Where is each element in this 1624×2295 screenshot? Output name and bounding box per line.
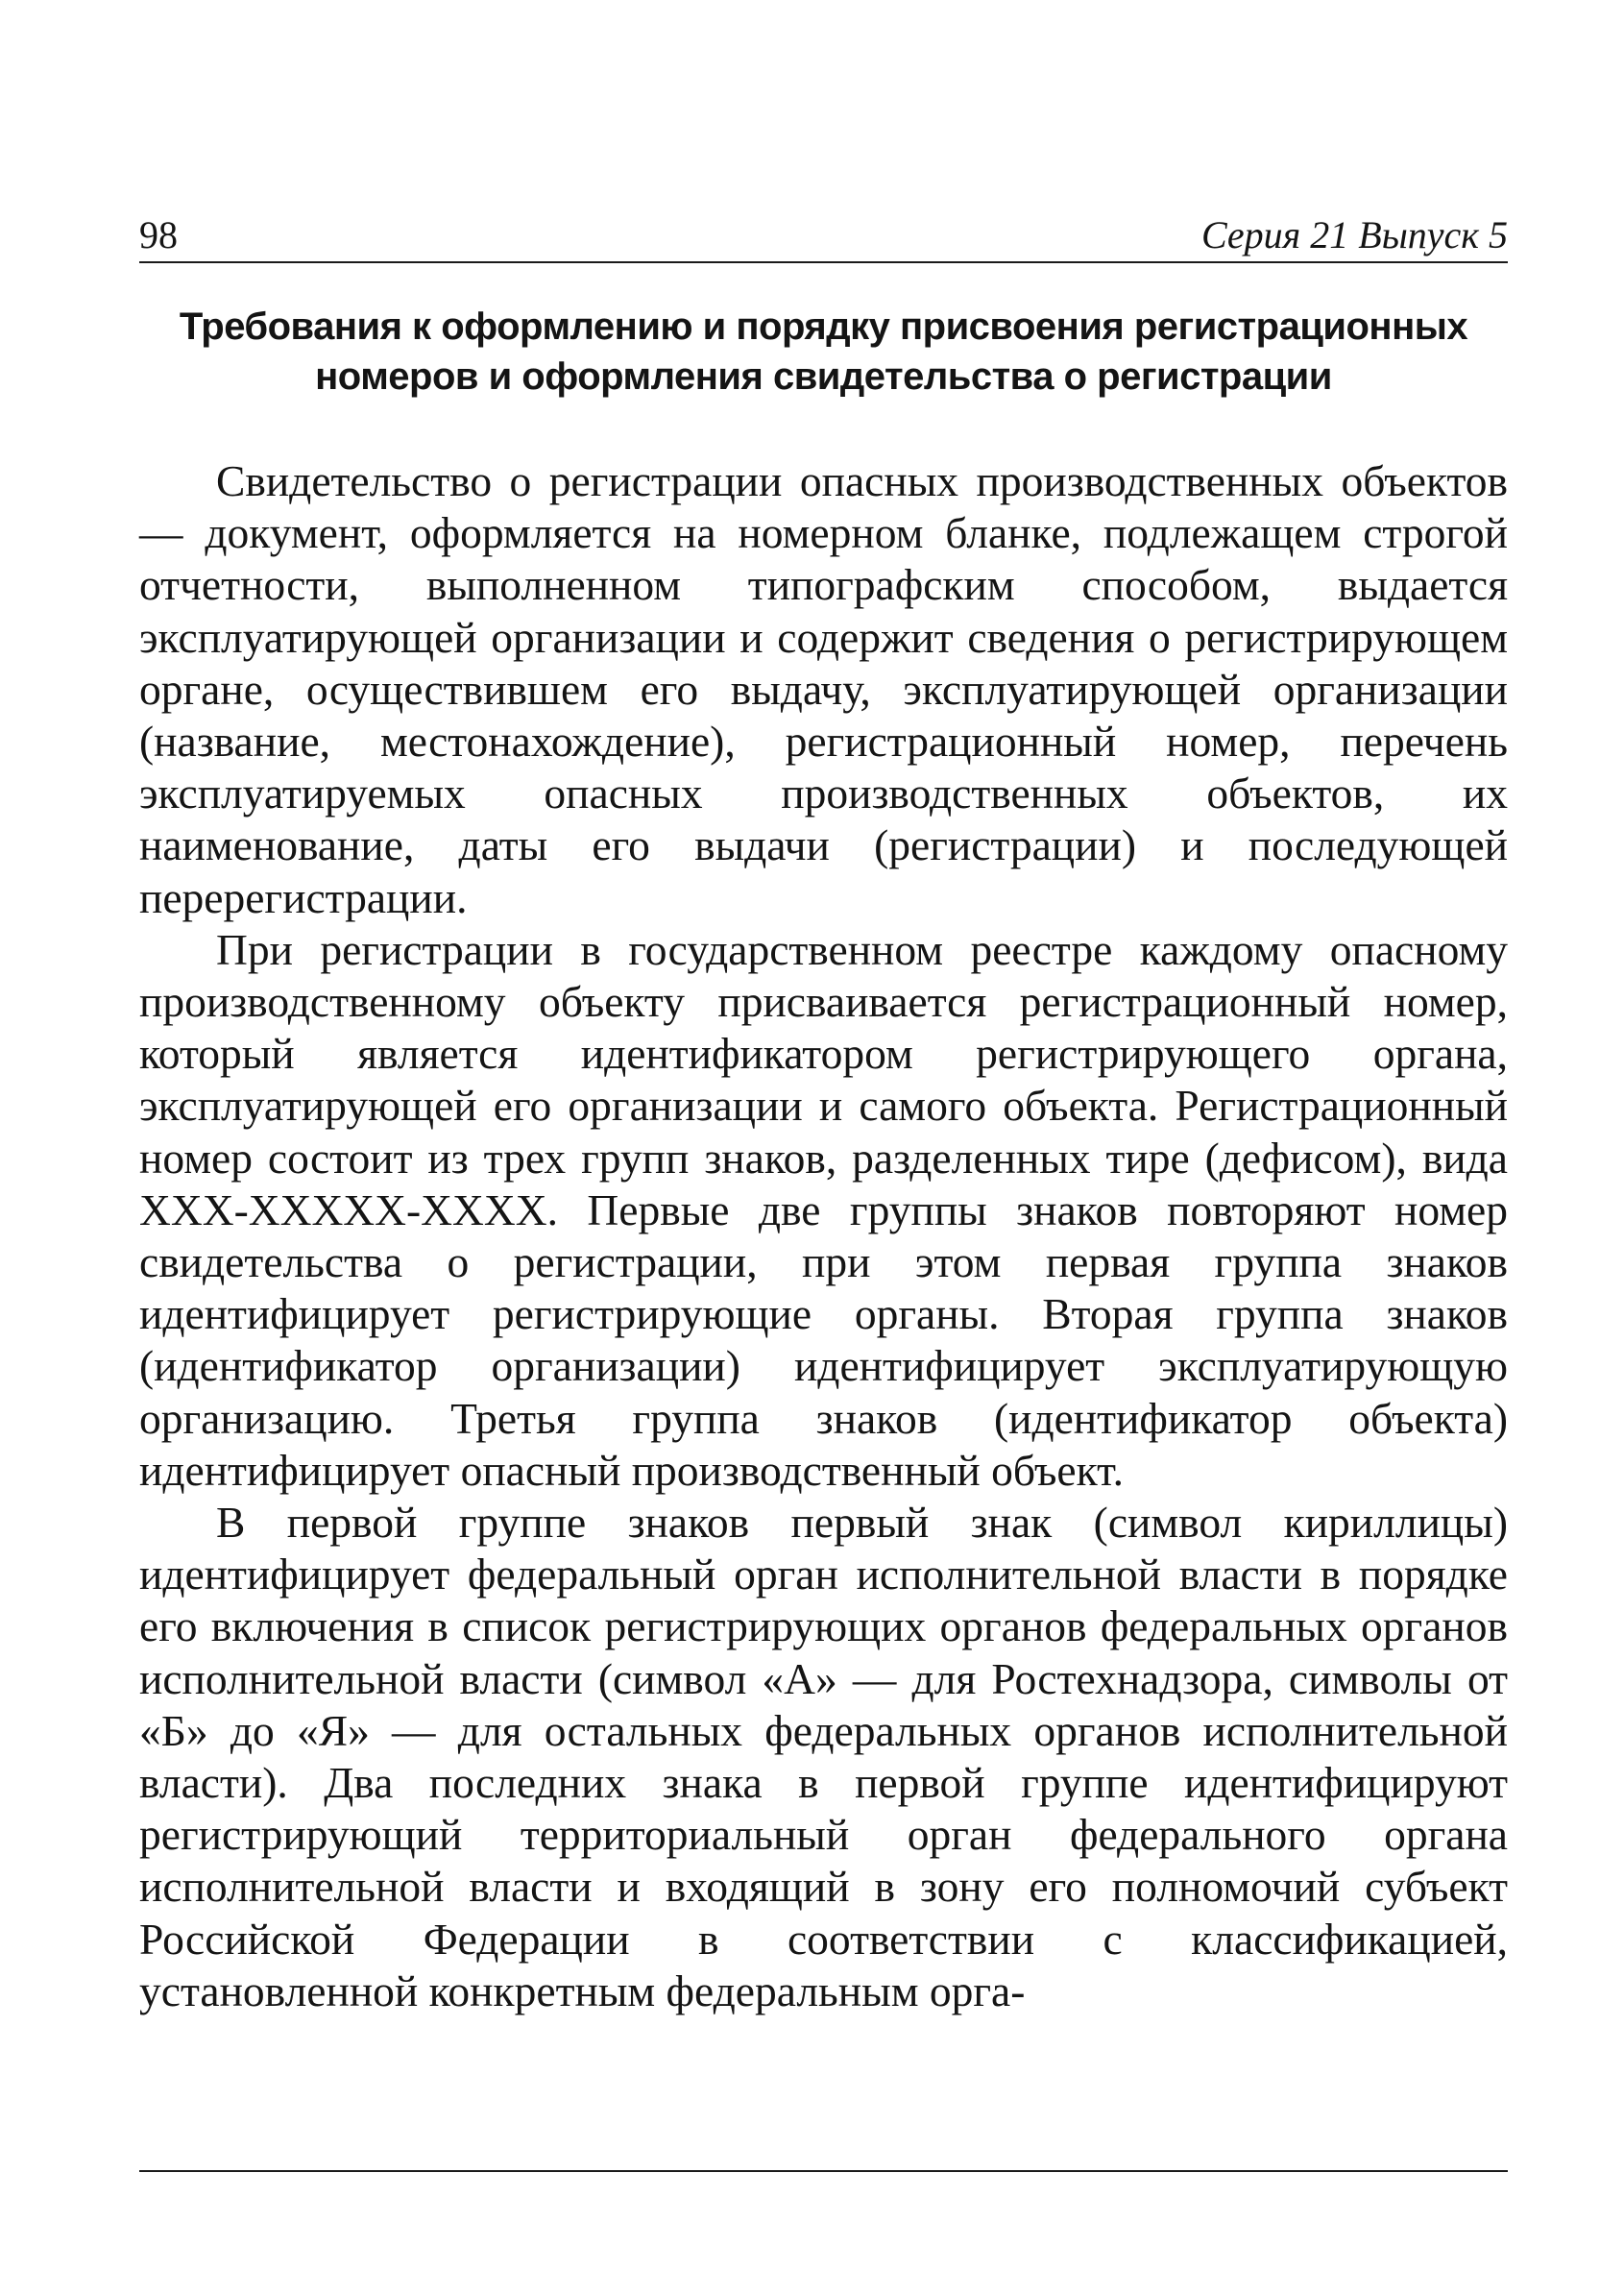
series-label: Серия 21 Выпуск 5 [1200,213,1508,256]
paragraph-2: При регистрации в государственном реестре каждому опасному производственному объекту присваивается регистрационный номер, который является идентификатором регистрирующего органа, эксплуатирующей его организации и самого объекта. Регистрационный номер состоит из трех групп знаков, разделенных тире (дефисом), вида ХХХ-ХХХХХ-ХХХХ. Первые две группы знаков повторяют номер свидетельства о регистрации, при этом первая группа знаков идентифицирует регистрирующие органы. Вторая группа знаков (идентификатор организации) идентифицирует эксплуатирующую организацию. Третья группа знаков (идентификатор объекта) идентифицирует опасный производственный объект. [139,924,1508,1495]
paragraph-3: В первой группе знаков первый знак (символ кириллицы) идентифицирует федеральный орган исполнительной власти в порядке его включения в список регистрирующих органов федеральных органов исполнительной власти (символ «А» — для Ростехнадзора, символы от «Б» до «Я» — для остальных федеральных органов исполнительной власти). Два последних знака в первой группе идентифицируют регистрирующий территориальный орган федерального органа исполнительной власти и входящий в зону его полномочий субъект Российской Федерации в соответствии с классификацией, установленной конкретным федеральным орга- [139,1498,1508,2015]
book-page [139,213,1508,2183]
section-title-line-2: номеров и оформления свидетельства о регистрации [315,355,1332,398]
page-number: 98 [139,213,178,256]
running-header [139,213,1508,263]
section-title-line-1: Требования к оформлению и порядку присвоения регистрационных [179,305,1468,348]
section-title [139,302,1508,402]
paragraph-1: Свидетельство о регистрации опасных производственных объектов — документ, оформляется на номерном бланке, подлежащем строгой отчетности, выполненном типографским способом, выдается эксплуатирующей организации и содержит сведения о регистрирующем органе, осуществившем его выдачу, эксплуатирующей организации (название, местонахождение), регистрационный номер, перечень эксплуатируемых опасных производственных объектов, их наименование, даты его выдачи (регистрации) и последующей перерегистрации. [139,456,1508,922]
footnote-rule [139,2170,1508,2172]
body-text [139,455,1508,2017]
